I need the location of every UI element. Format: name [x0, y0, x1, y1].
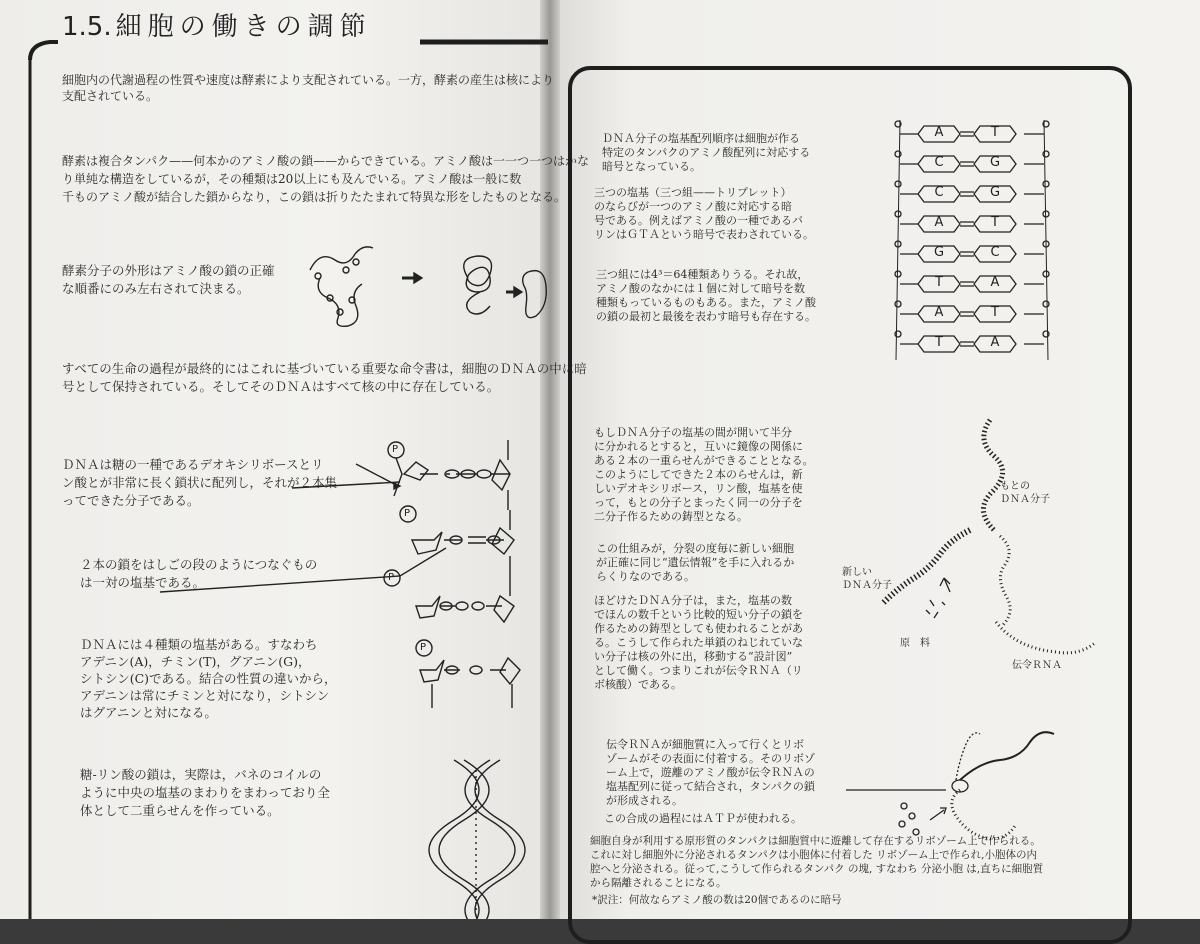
phosphate-label: P	[392, 444, 399, 455]
text-line: 糖-リン酸の鎖は，実際は，バネのコイルの	[80, 767, 322, 782]
base-letter: G	[989, 185, 1001, 200]
phosphate-node	[895, 151, 901, 157]
text-line: でほんの数千という比較的短い分子の鎖を	[594, 608, 803, 621]
text-line: 三つの塩基（三つ組——トリプレット）	[594, 186, 792, 199]
base-letter: C	[934, 185, 944, 200]
text-line: もしＤＮＡ分子の塩基の間が開いて半分	[594, 426, 792, 439]
base-letter: T	[991, 215, 999, 230]
base-letter: T	[991, 125, 999, 140]
text-line: に分かれるとすると，互いに鏡像の関係に	[594, 440, 803, 453]
text-line: シトシン(C)である。結合の性質の違いから，	[80, 671, 337, 686]
base-letter: A	[934, 305, 944, 320]
text-line: ように中央の塩基のまわりをまわっており全	[80, 785, 330, 800]
phosphate-node	[895, 181, 901, 187]
phosphate-label: P	[388, 572, 395, 583]
base-pair-ladder	[846, 120, 1096, 839]
text-line: 酵素分子の外形はアミノ酸の鎖の正確	[62, 263, 275, 278]
text-line: り単純な構造をしているが，その種類は20以上にも及んでいる。アミノ酸は一般に数	[62, 172, 522, 186]
base-pair-rung	[900, 312, 1044, 316]
text-line: らくりなのである。	[596, 570, 695, 583]
phosphate-node	[1043, 331, 1049, 337]
text-line: が形成される。	[606, 794, 683, 807]
text-line: 酵素は複合タンパク——何本かのアミノ酸の鎖——からできている。アミノ酸は一一つ一つはかな	[62, 154, 590, 168]
label-raw-material: 原 料	[900, 638, 930, 649]
base-letter: T	[935, 335, 943, 350]
base-pair-rung	[900, 282, 1044, 286]
base-pair-rung	[900, 162, 1044, 166]
phosphate-node	[1043, 181, 1049, 187]
base-letter: G	[989, 155, 1001, 170]
text-line: の鎖の最初と最後を表わす暗号も存在する。	[596, 310, 816, 323]
text-line: この仕組みが，分裂の度毎に新しい細胞	[596, 542, 794, 555]
base-pair-rung	[900, 192, 1044, 196]
label-line: ＤＮＡ分子	[1000, 494, 1050, 505]
text-line: として働く。つまりこれが伝令ＲＮＡ（リ	[594, 664, 803, 677]
text-line: って，もとの分子とまったく同一の分子を	[594, 496, 803, 509]
text-line: ある２本の一重らせんができることとなる。	[594, 454, 814, 467]
label-line: ＤＮＡ分子	[842, 580, 892, 591]
text-line: 作るための鋳型としても使われることがあ	[594, 622, 803, 635]
text-line: 種類もっているものもある。また，アミノ酸	[596, 296, 816, 309]
text-line: から隔離されることになる。	[590, 877, 727, 889]
label-original-dna	[1000, 480, 1050, 506]
text-line: 暗号となっている。	[602, 160, 701, 173]
phosphate-node	[895, 271, 901, 277]
text-line: アデニンは常にチミンと対になり，シトシン	[80, 688, 330, 703]
text-line: 細胞内の代謝過程の性質や速度は酵素により支配されている。一方，酵素の産生は核により	[62, 73, 555, 87]
phosphate-node	[1043, 271, 1049, 277]
text-line: 伝令ＲＮＡが細胞質に入って行くとリボ	[606, 738, 804, 751]
text-line: 腔へと分泌される。従って,こうして作られるタンパク の塊, すなわち 分泌小胞 は,直ちに細胞質	[590, 863, 1044, 875]
text-line: 細胞自身が利用する原形質のタンパクは細胞質中に遊離して存在するリボゾーム上で作られる。	[590, 835, 1041, 847]
phosphate-node	[1043, 151, 1049, 157]
base-pair-rung	[900, 342, 1044, 346]
text-line: ボ核酸）である。	[594, 678, 682, 691]
base-letter: T	[935, 275, 943, 290]
text-line: この合成の過程にはＡＴＰが使われる。	[604, 812, 802, 825]
text-line: すべての生命の過程が最終的にはこれに基づいている重要な命令書は，細胞のＤＮＡの中に暗	[62, 361, 587, 376]
text-line: ってできた分子である。	[62, 493, 200, 508]
text-line: い分子は核の外に出，移動する“設計図”	[594, 650, 793, 663]
text-line: ン酸とが非常に長く鎖状に配列し，それが２本集	[62, 475, 338, 490]
text-line: る。こうして作られた単鎖のねじれていな	[594, 636, 803, 649]
section-number: 1.5.	[62, 12, 112, 42]
text-line: ＤＮＡは糖の一種であるデオキシリボースとリ	[62, 457, 324, 472]
base-letter: T	[991, 305, 999, 320]
text-line: な順番にのみ左右されて決まる。	[62, 281, 250, 296]
text-line: ＤＮＡ分子の塩基配列順序は細胞が作る	[602, 132, 800, 145]
phosphate-node	[895, 301, 901, 307]
text-line: 号である。例えばアミノ酸の一種であるバ	[594, 214, 803, 227]
text-line: が正確に同じ“遺伝情報”を手に入れるか	[596, 556, 795, 569]
base-pair-rung	[900, 252, 1044, 256]
text-line: アデニン(A)，チミン(T)，グアニン(G)，	[80, 654, 311, 669]
label-line: もとの	[1000, 481, 1030, 492]
text-line: しいデオキシリボース，リン酸，塩基を使	[594, 482, 803, 495]
text-line: アミノ酸のなかには１個に対して暗号を数	[596, 282, 805, 295]
text-line: 二分子作るための鋳型となる。	[594, 510, 748, 523]
phosphate-label: P	[420, 642, 427, 653]
text-line: 塩基配列に従って結合され，タンパクの鎖	[606, 780, 815, 793]
text-line: は一対の塩基である。	[80, 575, 206, 590]
text-line: 支配されている。	[62, 89, 159, 103]
label-new-dna	[842, 566, 892, 592]
base-letter: A	[990, 335, 1000, 350]
text-line: 千ものアミノ酸が結合した鎖からなり，この鎖は折りたたまれて特異な形をしたものとなる。	[62, 190, 567, 204]
label-line: 新しい	[842, 567, 872, 578]
base-letter: C	[934, 155, 944, 170]
text-line: ＤＮＡには４種類の塩基がある。すなわち	[80, 637, 318, 652]
phosphate-node	[895, 331, 901, 337]
base-letter: A	[934, 125, 944, 140]
text-line: このようにしてできた２本のらせんは，新	[594, 468, 803, 481]
text-line: 三つ組には4³＝64種類ありうる。それ故，	[596, 268, 809, 281]
text-line: のならびが一つのアミノ酸に対応する暗	[594, 200, 792, 213]
base-letter: A	[990, 275, 1000, 290]
text-line: リンはＧＴＡという暗号で表わされている。	[594, 228, 814, 241]
base-pair-rung	[900, 222, 1044, 226]
text-line: これに対し細胞外に分泌されるタンパクは小胞体に付着した リボゾーム上で作られ,小胞体の内	[590, 849, 1037, 861]
phosphate-label: P	[404, 508, 411, 519]
text-line: ２本の鎖をはしごの段のようにつなぐもの	[80, 557, 318, 572]
base-letter: G	[933, 245, 945, 260]
text-line: ーム上で，遊離のアミノ酸が伝令ＲＮＡの	[606, 766, 815, 779]
label-mrna: 伝令ＲＮＡ	[1012, 660, 1062, 671]
text-line: はグアニンと対になる。	[80, 705, 217, 720]
text-line: ゾームがその表面に付着する。そのリボゾ	[606, 752, 815, 765]
footnote: *訳注：何故ならアミノ酸の数は20個であるのに暗号	[592, 894, 842, 906]
text-line: 号として保持されている。そしてそのＤＮＡはすべて核の中に存在している。	[62, 379, 500, 394]
text-line: ほどけたＤＮＡ分子は，また，塩基の数	[594, 594, 792, 607]
phosphate-node	[1043, 301, 1049, 307]
text-line: 特定のタンパクのアミノ酸配列に対応する	[602, 146, 811, 159]
base-letter: C	[990, 245, 1000, 260]
base-pair-rung	[900, 132, 1044, 136]
section-title: 細胞の働きの調節	[115, 12, 372, 42]
base-letter: A	[934, 215, 944, 230]
text-line: 体として二重らせんを作っている。	[80, 803, 280, 818]
